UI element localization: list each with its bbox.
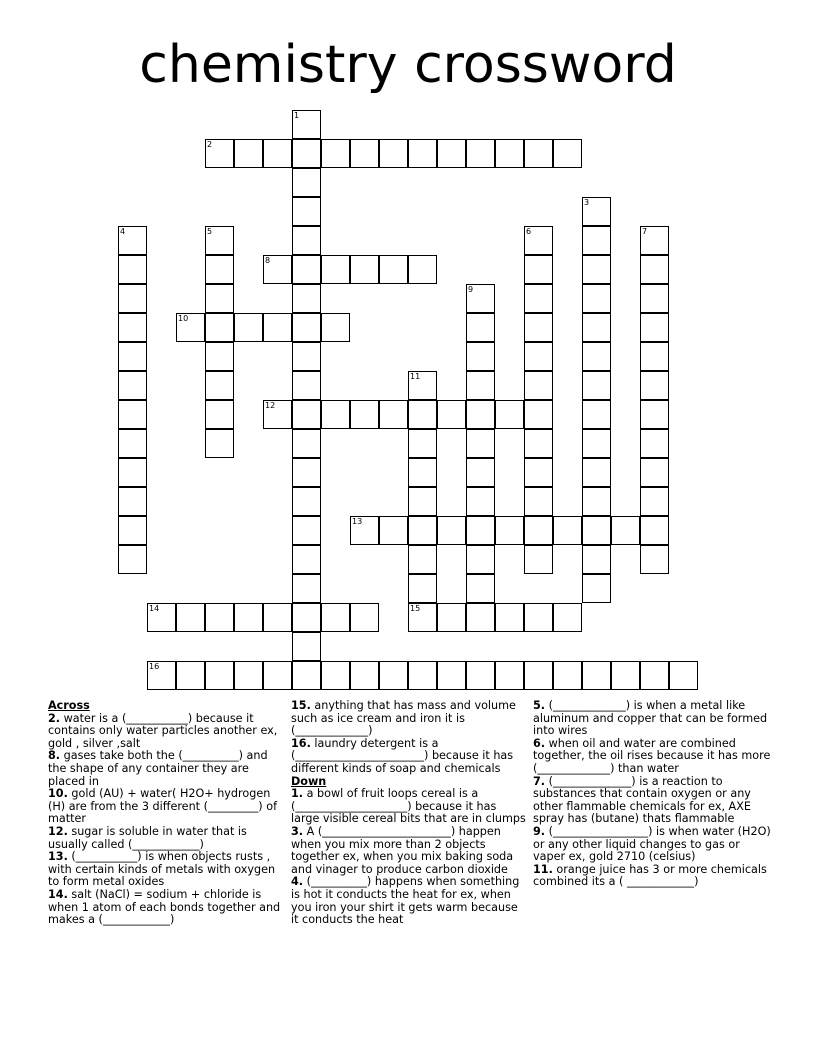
grid-cell[interactable] — [292, 197, 321, 226]
grid-cell[interactable] — [292, 226, 321, 255]
grid-cell[interactable] — [205, 429, 234, 458]
grid-cell[interactable] — [582, 487, 611, 516]
grid-cell[interactable] — [292, 574, 321, 603]
grid-cell[interactable] — [147, 603, 176, 632]
clue-down-9: 9. (_________________) is when water (H2O) or any other liquid changes to gas or vaper ex, gold 2710 (celsius) — [533, 824, 771, 864]
grid-cell[interactable] — [582, 226, 611, 255]
clue-number: 3 — [584, 198, 590, 207]
grid-cell[interactable] — [437, 516, 466, 545]
grid-cell[interactable] — [495, 139, 524, 168]
grid-cell[interactable] — [640, 371, 669, 400]
grid-cell[interactable] — [379, 139, 408, 168]
grid-cell[interactable] — [292, 139, 321, 168]
grid-cell[interactable] — [292, 603, 321, 632]
grid-cell[interactable] — [234, 139, 263, 168]
grid-cell[interactable] — [495, 400, 524, 429]
grid-cell[interactable] — [582, 371, 611, 400]
grid-cell[interactable] — [524, 400, 553, 429]
grid-cell[interactable] — [379, 661, 408, 690]
grid-cell[interactable] — [292, 429, 321, 458]
grid-cell[interactable] — [176, 603, 205, 632]
grid-cell[interactable] — [118, 516, 147, 545]
grid-cell[interactable] — [350, 139, 379, 168]
clue-column-3 — [533, 700, 773, 889]
down-heading: Down — [291, 774, 327, 788]
grid-cell[interactable] — [118, 545, 147, 574]
grid-cell[interactable] — [408, 429, 437, 458]
across-heading: Across — [48, 699, 90, 712]
grid-cell[interactable] — [524, 516, 553, 545]
grid-cell[interactable] — [292, 487, 321, 516]
grid-cell[interactable] — [292, 110, 321, 139]
grid-cell[interactable] — [292, 371, 321, 400]
grid-cell[interactable] — [408, 516, 437, 545]
grid-cell[interactable] — [118, 400, 147, 429]
clue-down-7: 7. (______________) is a reaction to substances that contain oxygen or any other flammable chemicals for ex, AXE spray has (butane) thats flammable — [533, 774, 751, 826]
grid-cell[interactable] — [582, 574, 611, 603]
grid-cell[interactable] — [466, 574, 495, 603]
grid-cell[interactable] — [466, 400, 495, 429]
grid-cell[interactable] — [292, 168, 321, 197]
grid-cell[interactable] — [408, 545, 437, 574]
grid-cell[interactable] — [437, 139, 466, 168]
grid-cell[interactable] — [118, 284, 147, 313]
grid-cell[interactable] — [321, 255, 350, 284]
grid-cell[interactable] — [524, 458, 553, 487]
grid-cell[interactable] — [524, 371, 553, 400]
grid-cell[interactable] — [553, 516, 582, 545]
grid-cell[interactable] — [640, 487, 669, 516]
grid-cell[interactable] — [466, 313, 495, 342]
grid-cell[interactable] — [640, 313, 669, 342]
clue-across-2: 2. water is a (___________) because it contains only water particles another ex, gold , silver ,salt — [48, 711, 278, 750]
grid-cell[interactable] — [582, 429, 611, 458]
grid-cell[interactable] — [292, 284, 321, 313]
grid-cell[interactable] — [350, 516, 379, 545]
clue-down-5: 5. (_____________) is when a metal like aluminum and copper that can be formed into wires — [533, 699, 768, 738]
grid-cell[interactable] — [118, 255, 147, 284]
grid-cell[interactable] — [321, 313, 350, 342]
grid-cell[interactable] — [205, 313, 234, 342]
grid-cell[interactable] — [582, 197, 611, 226]
clue-across-8: 8. gases take both the (__________) and the shape of any container they are placed in — [48, 749, 268, 788]
grid-cell[interactable] — [466, 661, 495, 690]
grid-cell[interactable] — [205, 661, 234, 690]
grid-cell[interactable] — [640, 458, 669, 487]
grid-cell[interactable] — [292, 661, 321, 690]
grid-cell[interactable] — [118, 371, 147, 400]
grid-cell[interactable] — [466, 139, 495, 168]
grid-cell[interactable] — [292, 313, 321, 342]
grid-cell[interactable] — [321, 661, 350, 690]
grid-cell[interactable] — [466, 458, 495, 487]
grid-cell[interactable] — [292, 632, 321, 661]
grid-cell[interactable] — [263, 661, 292, 690]
grid-cell[interactable] — [640, 429, 669, 458]
grid-cell[interactable] — [495, 603, 524, 632]
clue-number: 14 — [149, 604, 160, 613]
grid-cell[interactable] — [669, 661, 698, 690]
grid-cell[interactable] — [524, 313, 553, 342]
grid-cell[interactable] — [524, 139, 553, 168]
grid-cell[interactable] — [553, 661, 582, 690]
grid-cell[interactable] — [292, 516, 321, 545]
grid-cell[interactable] — [408, 574, 437, 603]
clue-number: 12 — [265, 401, 276, 410]
clue-number: 10 — [178, 314, 189, 323]
grid-cell[interactable] — [640, 516, 669, 545]
grid-cell[interactable] — [205, 603, 234, 632]
grid-cell[interactable] — [205, 342, 234, 371]
grid-cell[interactable] — [582, 545, 611, 574]
clue-number: 2 — [207, 140, 213, 149]
grid-cell[interactable] — [292, 545, 321, 574]
page-title: chemistry crossword — [139, 35, 677, 95]
grid-cell[interactable] — [408, 139, 437, 168]
grid-cell[interactable] — [582, 516, 611, 545]
grid-cell[interactable] — [466, 284, 495, 313]
grid-cell[interactable] — [524, 487, 553, 516]
grid-cell[interactable] — [350, 661, 379, 690]
grid-cell[interactable] — [640, 342, 669, 371]
grid-cell[interactable] — [379, 400, 408, 429]
clue-down-3: 3. A (_______________________) happen when you mix more than 2 objects together ex, when you mix baking soda and vinager to produce carbon dioxide — [291, 824, 514, 876]
clue-across-13: 13. (___________) is when objects rusts , with certain kinds of metals with oxygen to form metal oxides — [48, 850, 276, 889]
grid-cell[interactable] — [640, 255, 669, 284]
clue-number: 6 — [526, 227, 532, 236]
grid-cell[interactable] — [205, 139, 234, 168]
grid-cell[interactable] — [292, 400, 321, 429]
grid-cell[interactable] — [263, 603, 292, 632]
clue-across-10: 10. gold (AU) + water( H2O+ hydrogen (H) are from the 3 different (_________) of matter — [48, 787, 278, 826]
grid-cell[interactable] — [350, 255, 379, 284]
clue-column-1 — [48, 700, 284, 927]
grid-cell[interactable] — [582, 458, 611, 487]
grid-cell[interactable] — [147, 661, 176, 690]
grid-cell[interactable] — [640, 661, 669, 690]
grid-cell[interactable] — [582, 284, 611, 313]
grid-cell[interactable] — [640, 545, 669, 574]
grid-cell[interactable] — [466, 516, 495, 545]
grid-cell[interactable] — [640, 400, 669, 429]
grid-cell[interactable] — [640, 226, 669, 255]
grid-cell[interactable] — [263, 400, 292, 429]
grid-cell[interactable] — [408, 487, 437, 516]
grid-cell[interactable] — [524, 226, 553, 255]
grid-cell[interactable] — [611, 661, 640, 690]
grid-cell[interactable] — [118, 487, 147, 516]
grid-cell[interactable] — [234, 661, 263, 690]
grid-cell[interactable] — [408, 603, 437, 632]
grid-cell[interactable] — [437, 400, 466, 429]
grid-cell[interactable] — [524, 342, 553, 371]
grid-cell[interactable] — [466, 487, 495, 516]
grid-cell[interactable] — [350, 603, 379, 632]
grid-cell[interactable] — [408, 371, 437, 400]
clue-down-11: 11. orange juice has 3 or more chemicals combined its a ( ____________) — [533, 862, 767, 889]
grid-cell[interactable] — [321, 603, 350, 632]
clue-number: 4 — [120, 227, 126, 236]
grid-cell[interactable] — [553, 139, 582, 168]
grid-cell[interactable] — [176, 661, 205, 690]
grid-cell[interactable] — [640, 284, 669, 313]
grid-cell[interactable] — [176, 313, 205, 342]
grid-cell[interactable] — [524, 603, 553, 632]
grid-cell[interactable] — [234, 603, 263, 632]
grid-cell[interactable] — [582, 661, 611, 690]
grid-cell[interactable] — [205, 371, 234, 400]
grid-cell[interactable] — [437, 661, 466, 690]
grid-cell[interactable] — [408, 400, 437, 429]
grid-cell[interactable] — [408, 661, 437, 690]
grid-cell[interactable] — [466, 342, 495, 371]
grid-cell[interactable] — [582, 400, 611, 429]
grid-cell[interactable] — [408, 458, 437, 487]
clue-number: 9 — [468, 285, 474, 294]
grid-cell[interactable] — [379, 255, 408, 284]
clue-down-4: 4. (__________) happens when something is hot it conducts the heat for ex, when you iron your shirt it gets warm because it conducts the heat — [291, 875, 520, 927]
clue-column-2 — [291, 700, 527, 927]
clue-down-1: 1. a bowl of fruit loops cereal is a (____________________) because it has large visible cereal bits that are in clumps — [291, 787, 526, 826]
grid-cell[interactable] — [292, 255, 321, 284]
grid-cell[interactable] — [118, 313, 147, 342]
grid-cell[interactable] — [205, 255, 234, 284]
clue-number: 13 — [352, 517, 363, 526]
grid-cell[interactable] — [466, 429, 495, 458]
grid-cell[interactable] — [292, 342, 321, 371]
grid-cell[interactable] — [118, 458, 147, 487]
grid-cell[interactable] — [321, 400, 350, 429]
clue-down-6: 6. when oil and water are combined together, the oil rises because it has more (_____________) than water — [533, 736, 771, 775]
grid-cell[interactable] — [495, 516, 524, 545]
grid-cell[interactable] — [205, 284, 234, 313]
grid-cell[interactable] — [495, 661, 524, 690]
grid-cell[interactable] — [234, 313, 263, 342]
grid-cell[interactable] — [263, 139, 292, 168]
grid-cell[interactable] — [118, 342, 147, 371]
grid-cell[interactable] — [205, 226, 234, 255]
grid-cell[interactable] — [379, 516, 408, 545]
clue-number: 11 — [410, 372, 421, 381]
clue-across-15: 15. anything that has mass and volume such as ice cream and iron it is (_____________) — [291, 699, 516, 738]
clue-across-12: 12. sugar is soluble in water that is usually called (____________) — [48, 824, 247, 851]
grid-cell[interactable] — [205, 400, 234, 429]
grid-cell[interactable] — [466, 603, 495, 632]
grid-cell[interactable] — [524, 429, 553, 458]
grid-cell[interactable] — [118, 429, 147, 458]
grid-cell[interactable] — [408, 255, 437, 284]
grid-cell[interactable] — [553, 603, 582, 632]
grid-cell[interactable] — [466, 371, 495, 400]
grid-cell[interactable] — [292, 458, 321, 487]
clue-across-16: 16. laundry detergent is a (_______________________) because it has different kinds of soap and chemicals — [291, 736, 514, 775]
clue-across-14: 14. salt (NaCl) = sodium + chloride is when 1 atom of each bonds together and makes a (____________) — [48, 887, 281, 927]
grid-cell[interactable] — [321, 139, 350, 168]
grid-cell[interactable] — [263, 313, 292, 342]
grid-cell[interactable] — [437, 603, 466, 632]
grid-cell[interactable] — [524, 255, 553, 284]
grid-cell[interactable] — [466, 545, 495, 574]
clue-number: 5 — [207, 227, 213, 236]
clue-number: 16 — [149, 662, 160, 671]
clue-number: 15 — [410, 604, 421, 613]
clue-number: 1 — [294, 111, 300, 120]
grid-cell[interactable] — [524, 545, 553, 574]
clue-number: 7 — [642, 227, 648, 236]
grid-cell[interactable] — [582, 313, 611, 342]
grid-cell[interactable] — [263, 255, 292, 284]
clue-number: 8 — [265, 256, 271, 265]
grid-cell[interactable] — [524, 284, 553, 313]
grid-cell[interactable] — [350, 400, 379, 429]
grid-cell[interactable] — [524, 661, 553, 690]
grid-cell[interactable] — [118, 226, 147, 255]
grid-cell[interactable] — [582, 342, 611, 371]
grid-cell[interactable] — [611, 516, 640, 545]
grid-cell[interactable] — [582, 255, 611, 284]
